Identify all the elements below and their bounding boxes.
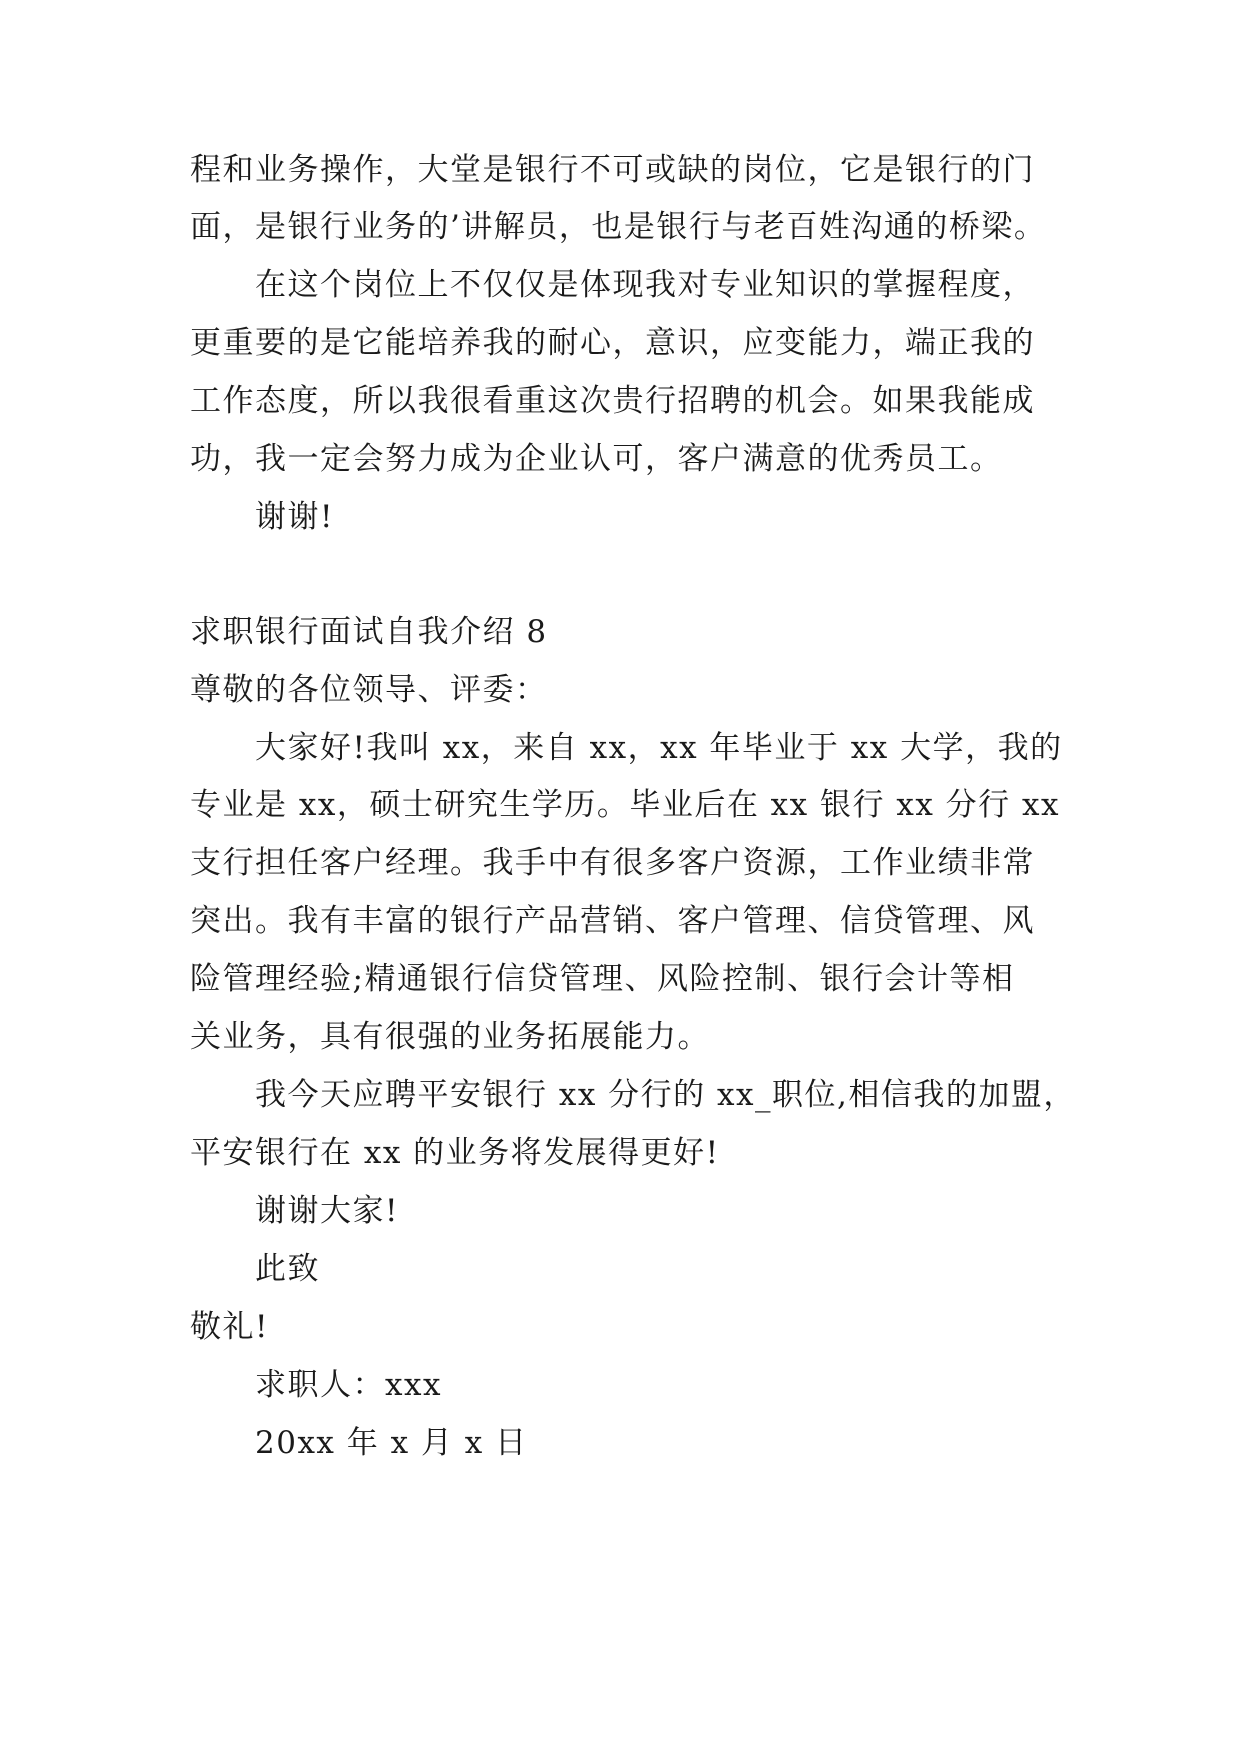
paragraph-line: 功，我一定会努力成为企业认可，客户满意的优秀员工。	[190, 441, 1003, 477]
paragraph-line: 面，是银行业务的’讲解员，也是银行与老百姓沟通的桥梁。	[190, 209, 1047, 245]
signature-line: 求职人：xxx	[255, 1367, 442, 1403]
paragraph-line: 关业务，具有很强的业务拓展能力。	[190, 1019, 710, 1055]
paragraph-line: 支行担任客户经理。我手中有很多客户资源，工作业绩非常	[190, 845, 1035, 881]
paragraph-line: 平安银行在 xx 的业务将发展得更好!	[190, 1135, 720, 1171]
paragraph-line: 专业是 xx，硕士研究生学历。毕业后在 xx 银行 xx 分行 xx	[190, 787, 1060, 823]
paragraph-line: 程和业务操作，大堂是银行不可或缺的岗位，它是银行的门	[190, 152, 1035, 188]
salutation: 尊敬的各位领导、评委：	[190, 672, 548, 708]
paragraph-line: 突出。我有丰富的银行产品营销、客户管理、信贷管理、风	[190, 903, 1035, 939]
paragraph-line: 更重要的是它能培养我的耐心，意识，应变能力，端正我的	[190, 325, 1035, 361]
paragraph-line: 在这个岗位上不仅仅是体现我对专业知识的掌握程度，	[255, 267, 1035, 303]
paragraph-line: 险管理经验;精通银行信贷管理、风险控制、银行会计等相	[190, 961, 1015, 997]
closing-phrase: 此致	[255, 1251, 320, 1287]
paragraph-line: 工作态度，所以我很看重这次贵行招聘的机会。如果我能成	[190, 383, 1035, 419]
paragraph-line: 大家好!我叫 xx，来自 xx，xx 年毕业于 xx 大学，我的	[255, 730, 1063, 766]
closing-thanks: 谢谢大家!	[255, 1193, 399, 1229]
closing-salute: 敬礼!	[190, 1309, 269, 1345]
section-title: 求职银行面试自我介绍 8	[190, 614, 548, 650]
closing-thanks: 谢谢!	[255, 499, 334, 535]
date-line: 20xx 年 x 月 x 日	[255, 1425, 528, 1461]
paragraph-line: 我今天应聘平安银行 xx 分行的 xx_职位,相信我的加盟，	[255, 1077, 1076, 1113]
